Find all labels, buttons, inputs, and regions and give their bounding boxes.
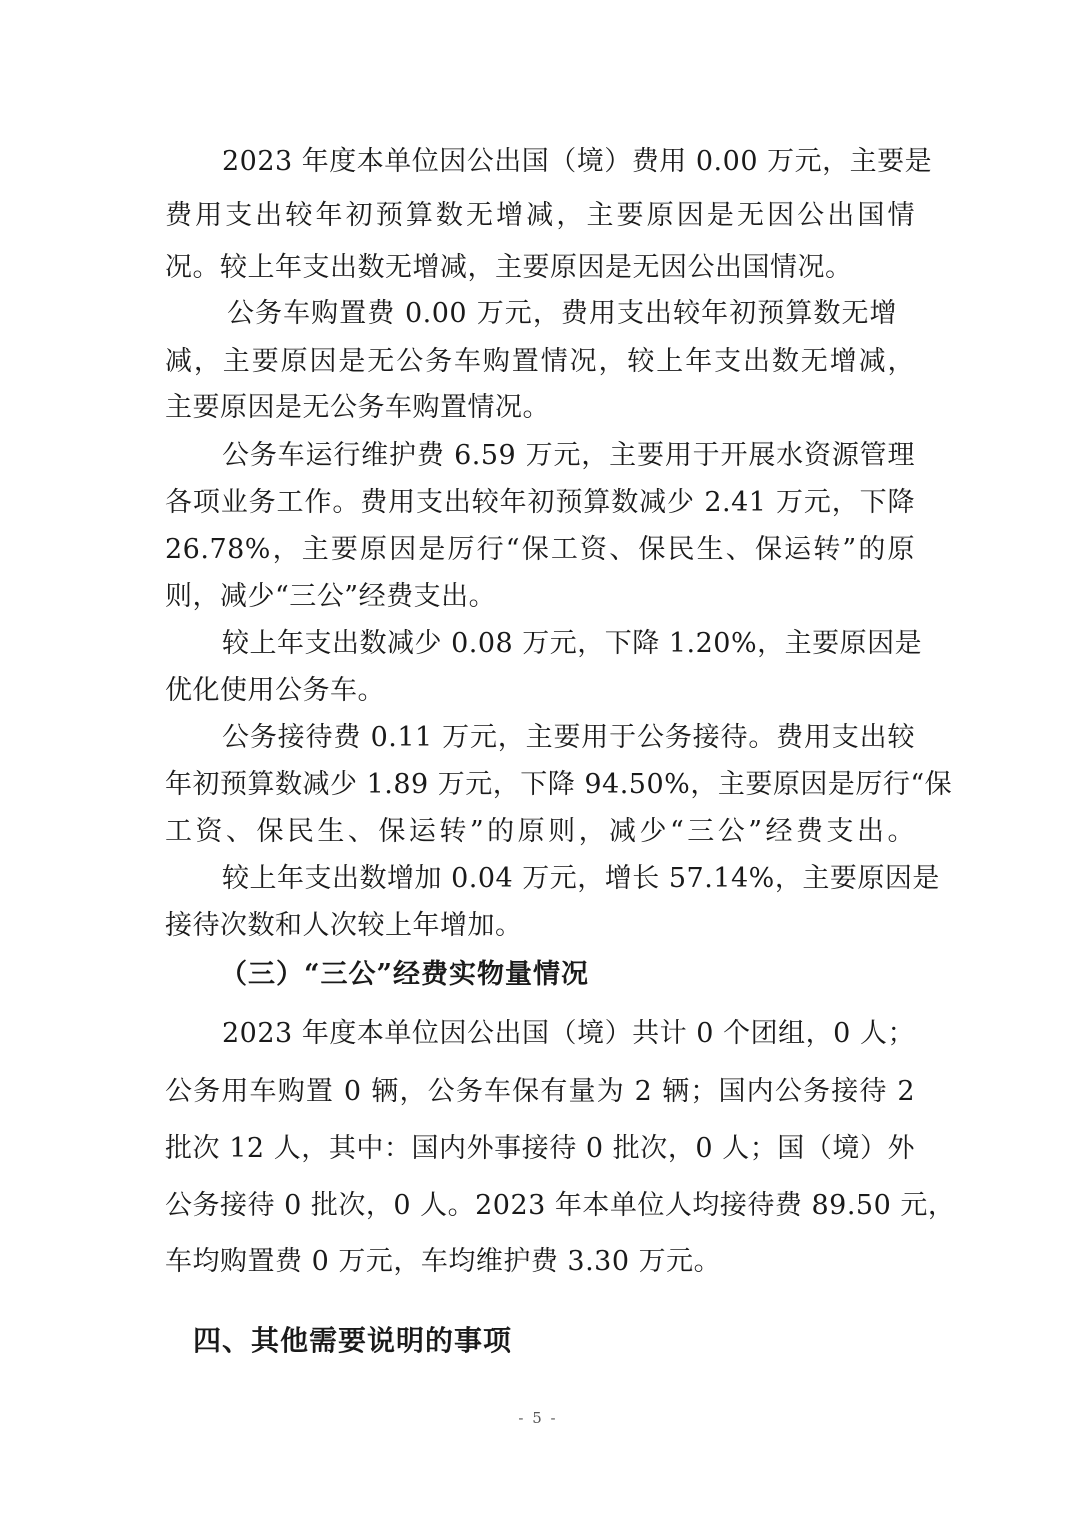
paragraph-3-line-2: 各项业务工作。费用支出较年初预算数减少 2.41 万元，下降 bbox=[165, 487, 915, 518]
paragraph-4-line-1: 较上年支出数减少 0.08 万元，下降 1.20%，主要原因是 bbox=[222, 628, 923, 659]
paragraph-2-line-3: 主要原因是无公务车购置情况。 bbox=[165, 392, 550, 423]
paragraph-1-line-2: 费用支出较年初预算数无增减，主要原因是无因公出国情 bbox=[165, 200, 915, 231]
paragraph-7-line-3: 批次 12 人，其中：国内外事接待 0 批次，0 人；国（境）外 bbox=[165, 1133, 915, 1164]
paragraph-1-line-3: 况。较上年支出数无增减，主要原因是无因公出国情况。 bbox=[165, 252, 853, 283]
paragraph-7-line-4: 公务接待 0 批次，0 人。2023 年本单位人均接待费 89.50 元， bbox=[165, 1190, 956, 1221]
paragraph-3-line-4: 则，减少“三公”经费支出。 bbox=[165, 581, 497, 612]
paragraph-7-line-2: 公务用车购置 0 辆，公务车保有量为 2 辆；国内公务接待 2 bbox=[165, 1076, 915, 1107]
paragraph-4-line-2: 优化使用公务车。 bbox=[165, 675, 385, 706]
paragraph-6-line-2: 接待次数和人次较上年增加。 bbox=[165, 910, 523, 941]
paragraph-2-line-2: 减，主要原因是无公务车购置情况，较上年支出数无增减， bbox=[165, 346, 915, 377]
page-number: - 5 - bbox=[518, 1409, 558, 1427]
paragraph-5-line-1: 公务接待费 0.11 万元，主要用于公务接待。费用支出较 bbox=[222, 722, 915, 753]
paragraph-7-line-5: 车均购置费 0 万元，车均维护费 3.30 万元。 bbox=[165, 1246, 722, 1277]
paragraph-5-line-2: 年初预算数减少 1.89 万元，下降 94.50%，主要原因是厉行“保 bbox=[165, 769, 953, 800]
section-subheading: （三）“三公”经费实物量情况 bbox=[220, 959, 590, 990]
paragraph-1-line-1: 2023 年度本单位因公出国（境）费用 0.00 万元，主要是 bbox=[222, 146, 933, 177]
paragraph-5-line-3: 工资、保民生、保运转”的原则，减少“三公”经费支出。 bbox=[165, 816, 915, 847]
paragraph-7-line-1: 2023 年度本单位因公出国（境）共计 0 个团组，0 人； bbox=[222, 1018, 915, 1049]
paragraph-6-line-1: 较上年支出数增加 0.04 万元，增长 57.14%，主要原因是 bbox=[222, 863, 940, 894]
section-heading: 四、其他需要说明的事项 bbox=[193, 1324, 513, 1357]
paragraph-2-line-1: 公务车购置费 0.00 万元，费用支出较年初预算数无增 bbox=[227, 298, 897, 329]
paragraph-3-line-3: 26.78%，主要原因是厉行“保工资、保民生、保运转”的原 bbox=[165, 534, 915, 565]
paragraph-3-line-1: 公务车运行维护费 6.59 万元，主要用于开展水资源管理 bbox=[222, 440, 915, 471]
